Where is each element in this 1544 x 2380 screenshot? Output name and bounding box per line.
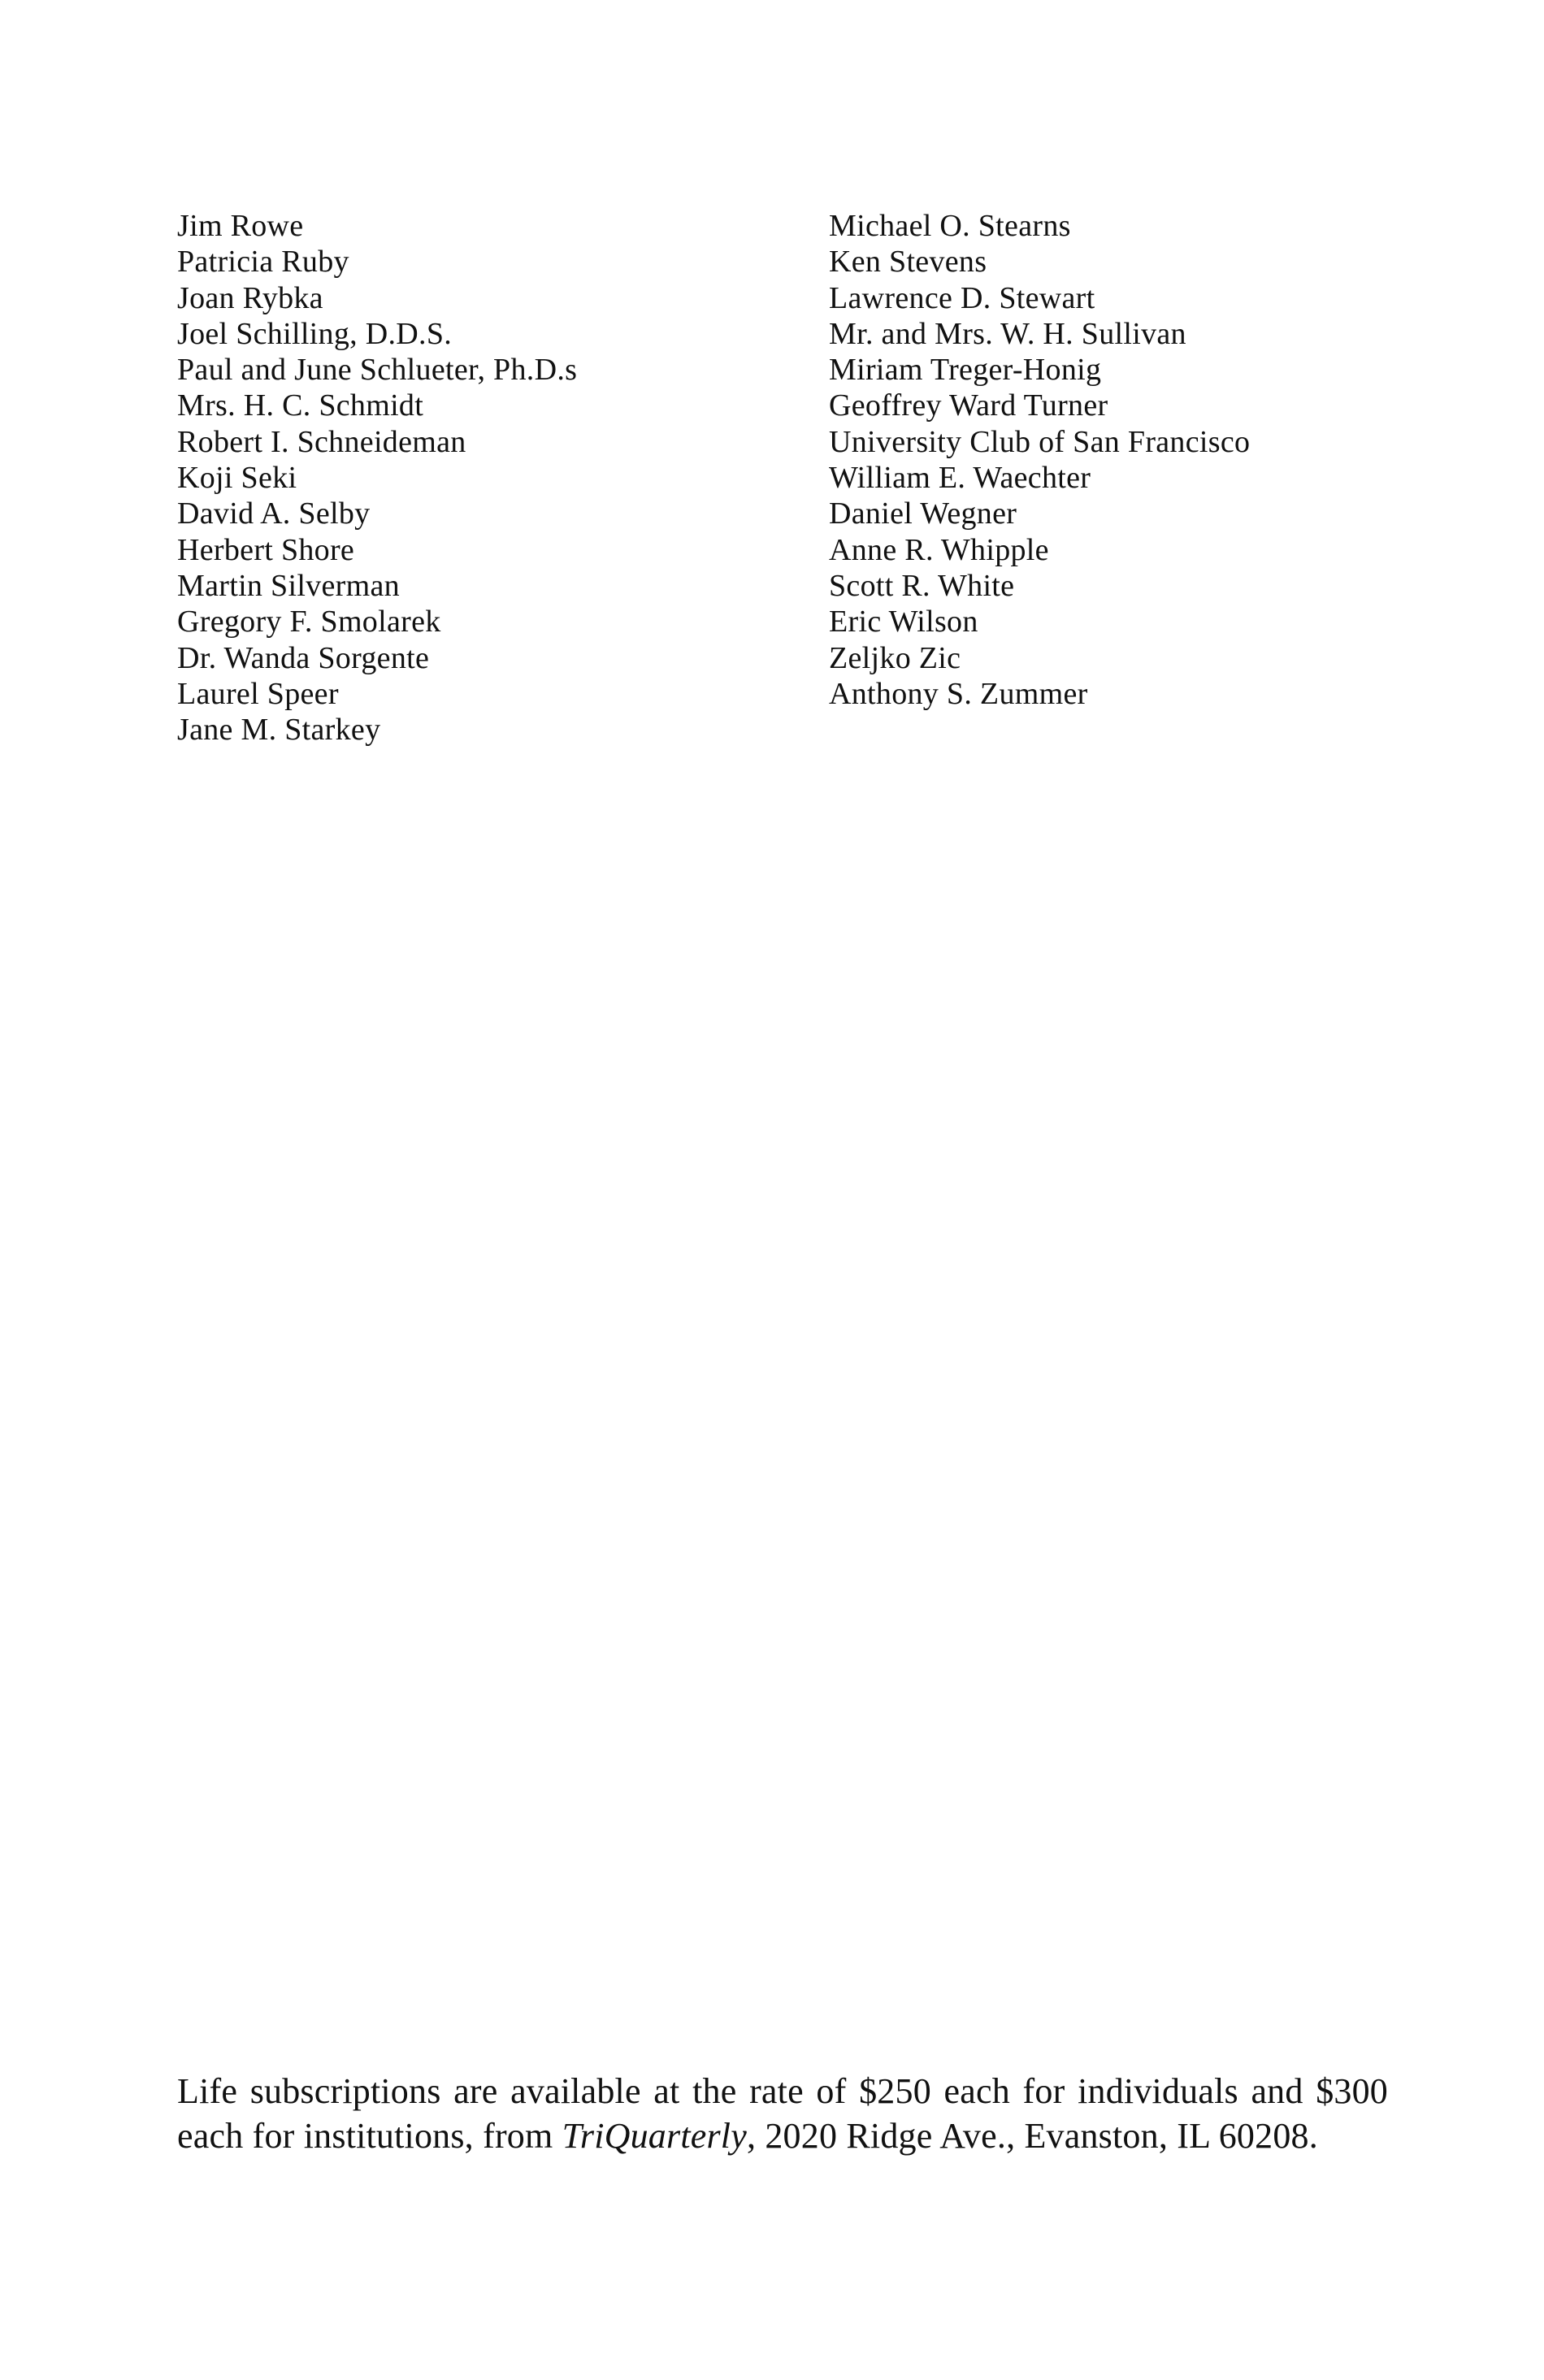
donor-name: Michael O. Stearns (829, 209, 1071, 243)
donor-list-right-column (829, 208, 1250, 712)
donor-name: Paul and June Schlueter, Ph.D.s (177, 353, 578, 388)
donor-list-left-column (177, 208, 577, 748)
notice-text-start: Life subscriptions are available at the rate of $250 each for individuals and $300 each for institutions, from (177, 2071, 1388, 2156)
donor-name: Ken Stevens (829, 245, 987, 280)
notice-text-end: , 2020 Ridge Ave., Evanston, IL 60208. (746, 2116, 1318, 2156)
donor-name: Herbert Shore (177, 532, 355, 567)
donor-name: Miriam Treger-Honig (829, 353, 1102, 388)
donor-name: William E. Waechter (829, 461, 1091, 496)
donor-name: Joel Schilling, D.D.S. (177, 316, 453, 351)
donor-name: Robert I. Schneideman (177, 424, 466, 459)
donor-name: Scott R. White (829, 568, 1015, 603)
donor-name: Laurel Speer (177, 676, 339, 711)
donor-name: Dr. Wanda Sorgente (177, 640, 430, 675)
donor-name: Patricia Ruby (177, 245, 349, 280)
donor-name: Koji Seki (177, 461, 297, 496)
donor-name: Mrs. H. C. Schmidt (177, 388, 424, 423)
donor-name: Joan Rybka (177, 280, 323, 315)
donor-name: Lawrence D. Stewart (829, 280, 1095, 315)
donor-name: David A. Selby (177, 496, 371, 531)
donor-name: Martin Silverman (177, 568, 400, 603)
donor-name: Mr. and Mrs. W. H. Sullivan (829, 316, 1186, 351)
donor-name: Jim Rowe (177, 209, 304, 243)
publication-name: TriQuarterly (562, 2116, 747, 2156)
donor-name: Jane M. Starkey (177, 713, 381, 748)
life-subscription-notice (177, 2069, 1388, 2158)
donor-name: Daniel Wegner (829, 496, 1017, 531)
donor-name: Anne R. Whipple (829, 532, 1049, 567)
donor-name: Geoffrey Ward Turner (829, 388, 1108, 423)
donor-name: Gregory F. Smolarek (177, 605, 441, 639)
donor-name: Eric Wilson (829, 605, 978, 639)
donor-name: Zeljko Zic (829, 640, 961, 675)
donor-name: Anthony S. Zummer (829, 676, 1088, 711)
donor-name: University Club of San Francisco (829, 424, 1251, 459)
